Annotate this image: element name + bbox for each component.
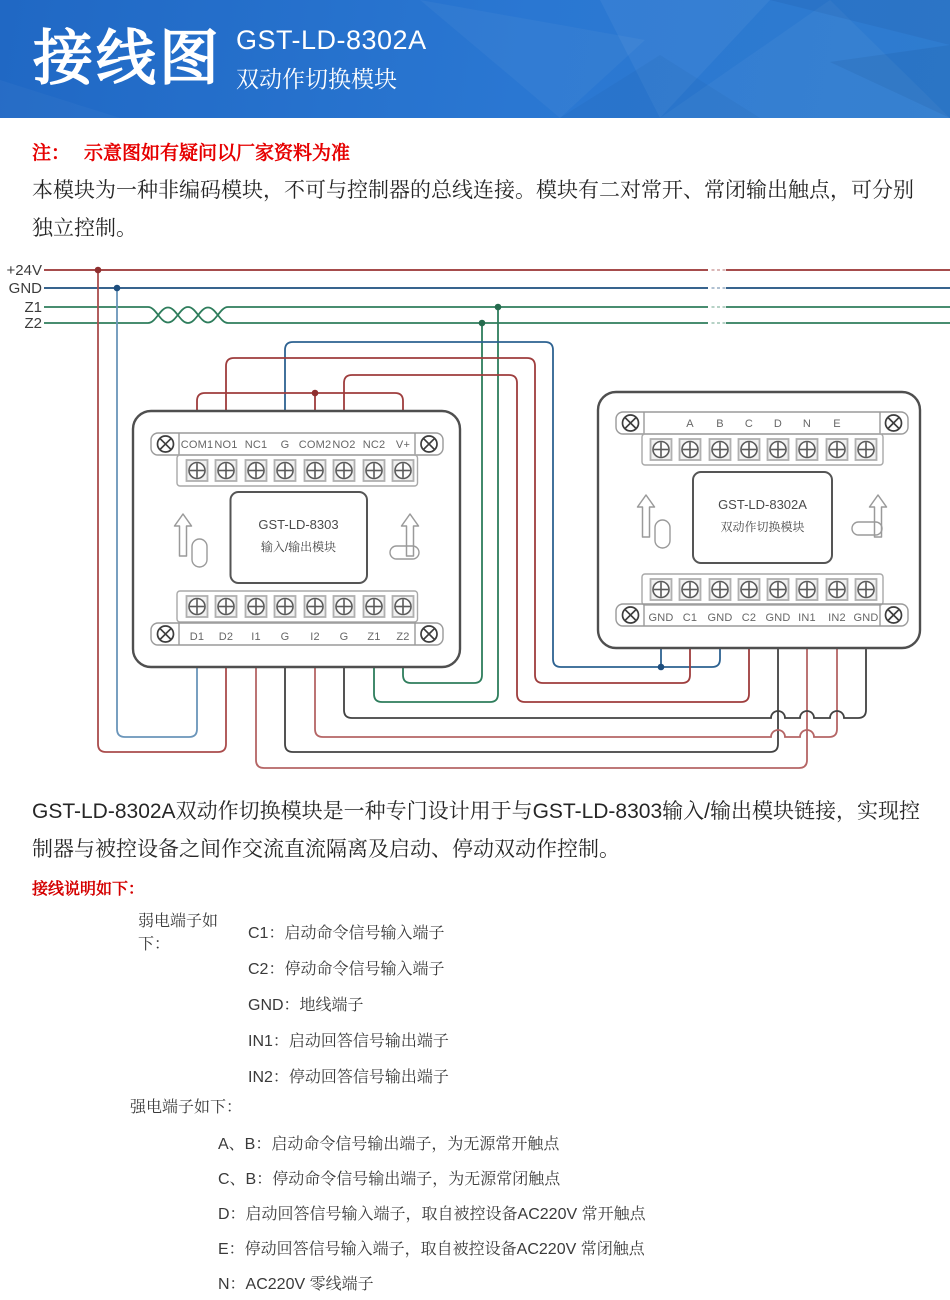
- m2-bottom-terminal-label: IN2: [828, 612, 846, 624]
- terminal-screw-icon: [393, 460, 414, 481]
- note-line: [32, 138, 950, 164]
- terminal-screw-icon: [305, 460, 326, 481]
- module2-label-box: [693, 472, 832, 563]
- terminal-screw-icon: [651, 439, 672, 460]
- junction-dot-gnd1: [658, 664, 665, 671]
- terminal-screw-icon: [364, 460, 385, 481]
- m2-bottom-terminal-label: GND: [765, 612, 791, 624]
- terminal-screw-icon: [797, 439, 818, 460]
- terminal-screw-icon: [216, 460, 237, 481]
- terminal-screw-icon: [739, 579, 760, 600]
- mounting-screw-icon: [421, 626, 437, 642]
- note-prefix: 注：: [32, 142, 71, 164]
- terminal-screw-icon: [393, 596, 414, 617]
- m1-bottom-terminal-label: Z2: [396, 631, 410, 643]
- junction-dot-gnd: [114, 285, 121, 292]
- weak-terminal-item: C2：停动命令信号输入端子: [248, 960, 445, 978]
- m1-top-terminal-label: V+: [395, 439, 411, 451]
- strong-terminal-item: C、B：停动命令信号输出端子，为无源常闭触点: [218, 1171, 561, 1188]
- wiring-diagram: [0, 255, 950, 785]
- terminal-screw-icon: [334, 460, 355, 481]
- junction-dot-z1: [495, 304, 502, 311]
- page-header: [0, 0, 950, 118]
- m1-top-terminal-label: NC2: [362, 439, 386, 451]
- strong-terminal-item: E：停动回答信号输入端子，取自被控设备AC220V 常闭触点: [218, 1241, 645, 1258]
- page-title: 接线图: [33, 25, 222, 92]
- strong-terminal-section: [218, 1125, 950, 1300]
- m2-bottom-terminal-label: IN1: [798, 612, 816, 624]
- m1-bottom-terminal-label: D1: [189, 631, 205, 643]
- terminal-screw-icon: [710, 439, 731, 460]
- m2-bottom-terminal-label: GND: [707, 612, 733, 624]
- terminal-screw-icon: [680, 579, 701, 600]
- strong-terminal-label: 强电端子如下：: [130, 1098, 243, 1116]
- m2-top-terminal-label: N: [802, 418, 812, 430]
- m2-bottom-terminal-label: C1: [682, 612, 698, 624]
- terminal-screw-icon: [305, 596, 326, 617]
- terminal-screw-icon: [856, 579, 877, 600]
- terminal-screw-icon: [364, 596, 385, 617]
- terminal-screw-icon: [856, 439, 877, 460]
- m1-top-terminal-label: COM2: [298, 439, 332, 451]
- m2-top-terminal-label: E: [833, 418, 841, 430]
- m1-top-terminal-label: G: [280, 439, 290, 451]
- terminal-screw-icon: [187, 460, 208, 481]
- terminal-screw-icon: [710, 579, 731, 600]
- terminal-screw-icon: [827, 579, 848, 600]
- junction-dot-24v: [95, 267, 102, 274]
- weak-terminal-item: IN2：停动回答信号输出端子: [248, 1068, 449, 1086]
- bus-label-z1: Z1: [24, 299, 42, 316]
- mounting-screw-icon: [886, 607, 902, 623]
- module2-title: GST-LD-8302A: [718, 497, 807, 512]
- mounting-screw-icon: [158, 626, 174, 642]
- terminal-screw-icon: [216, 596, 237, 617]
- terminal-screw-icon: [797, 579, 818, 600]
- module1-label-box: [231, 492, 368, 583]
- mounting-screw-icon: [421, 436, 437, 452]
- m2-bottom-terminal-label: GND: [853, 612, 879, 624]
- m2-bottom-terminal-label: GND: [648, 612, 674, 624]
- terminal-screw-icon: [187, 596, 208, 617]
- weak-terminal-label: 弱电端子如下：: [138, 913, 219, 953]
- mounting-screw-icon: [158, 436, 174, 452]
- m2-top-terminal-label: A: [686, 418, 694, 430]
- module1-title: GST-LD-8303: [258, 517, 339, 532]
- strong-terminal-item: N：AC220V 零线端子: [218, 1276, 374, 1293]
- bus-label-24v: +24V: [6, 262, 42, 279]
- mounting-screw-icon: [623, 415, 639, 431]
- weak-terminal-item: C1：启动命令信号输入端子: [248, 924, 445, 942]
- note-text: 示意图如有疑问以厂家资料为准: [84, 142, 351, 164]
- weak-terminal-item: IN1：启动回答信号输出端子: [248, 1032, 449, 1050]
- m1-bottom-terminal-label: D2: [218, 631, 234, 643]
- junction-dot-z2: [479, 320, 486, 327]
- wire-com1-com2-vplus-jumper: [197, 393, 403, 411]
- m1-bottom-terminal-label: G: [339, 631, 349, 643]
- m1-bottom-terminal-label: Z1: [367, 631, 381, 643]
- module-gst-ld-8303: [133, 411, 460, 667]
- terminal-screw-icon: [768, 579, 789, 600]
- weak-terminal-section: [138, 913, 950, 1093]
- description-paragraph: GST-LD-8302A双动作切换模块是一种专门设计用于与GST-LD-8303输入/输出模块链接，实现控制器与被控设备之间作交流直流隔离及启动、停动双动作控制。: [32, 800, 920, 861]
- m1-top-terminal-label: NC1: [244, 439, 268, 451]
- terminal-screw-icon: [334, 596, 355, 617]
- terminal-screw-icon: [827, 439, 848, 460]
- bus-label-gnd: GND: [8, 280, 42, 297]
- m2-bottom-terminal-label: C2: [741, 612, 757, 624]
- bus-label-z2: Z2: [24, 315, 42, 332]
- m1-top-terminal-label: NO1: [214, 439, 238, 451]
- terminal-screw-icon: [651, 579, 672, 600]
- terminal-screw-icon: [275, 596, 296, 617]
- intro-paragraph: 本模块为一种非编码模块，不可与控制器的总线连接。模块有二对常开、常闭输出触点，可分别独立控制。: [32, 179, 914, 240]
- m2-top-terminal-label: C: [744, 418, 754, 430]
- mounting-screw-icon: [886, 415, 902, 431]
- junction-dot-com2: [312, 390, 319, 397]
- m1-bottom-terminal-label: I1: [251, 631, 261, 643]
- terminal-screw-icon: [275, 460, 296, 481]
- m1-top-terminal-label: COM1: [180, 439, 214, 451]
- model-name: 双动作切换模块: [236, 65, 397, 92]
- terminal-screw-icon: [680, 439, 701, 460]
- strong-terminal-item: A、B：启动命令信号输出端子，为无源常开触点: [218, 1136, 560, 1153]
- module1-subtitle: 输入/输出模块: [260, 540, 337, 554]
- weak-terminal-item: GND：地线端子: [248, 996, 364, 1014]
- module-gst-ld-8302a: [598, 392, 920, 648]
- model-number: GST-LD-8302A: [236, 24, 427, 55]
- m1-top-terminal-label: NO2: [332, 439, 356, 451]
- m1-bottom-terminal-label: G: [280, 631, 290, 643]
- m2-top-terminal-label: D: [773, 418, 783, 430]
- mounting-screw-icon: [623, 607, 639, 623]
- strong-terminal-item: D：启动回答信号输入端子，取自被控设备AC220V 常开触点: [218, 1206, 646, 1223]
- m1-bottom-terminal-label: I2: [310, 631, 320, 643]
- wiring-notes-title: 接线说明如下：: [32, 880, 145, 898]
- m2-top-terminal-label: B: [716, 418, 724, 430]
- terminal-screw-icon: [739, 439, 760, 460]
- module2-subtitle: 双动作切换模块: [720, 520, 805, 534]
- terminal-screw-icon: [246, 596, 267, 617]
- terminal-screw-icon: [246, 460, 267, 481]
- terminal-screw-icon: [768, 439, 789, 460]
